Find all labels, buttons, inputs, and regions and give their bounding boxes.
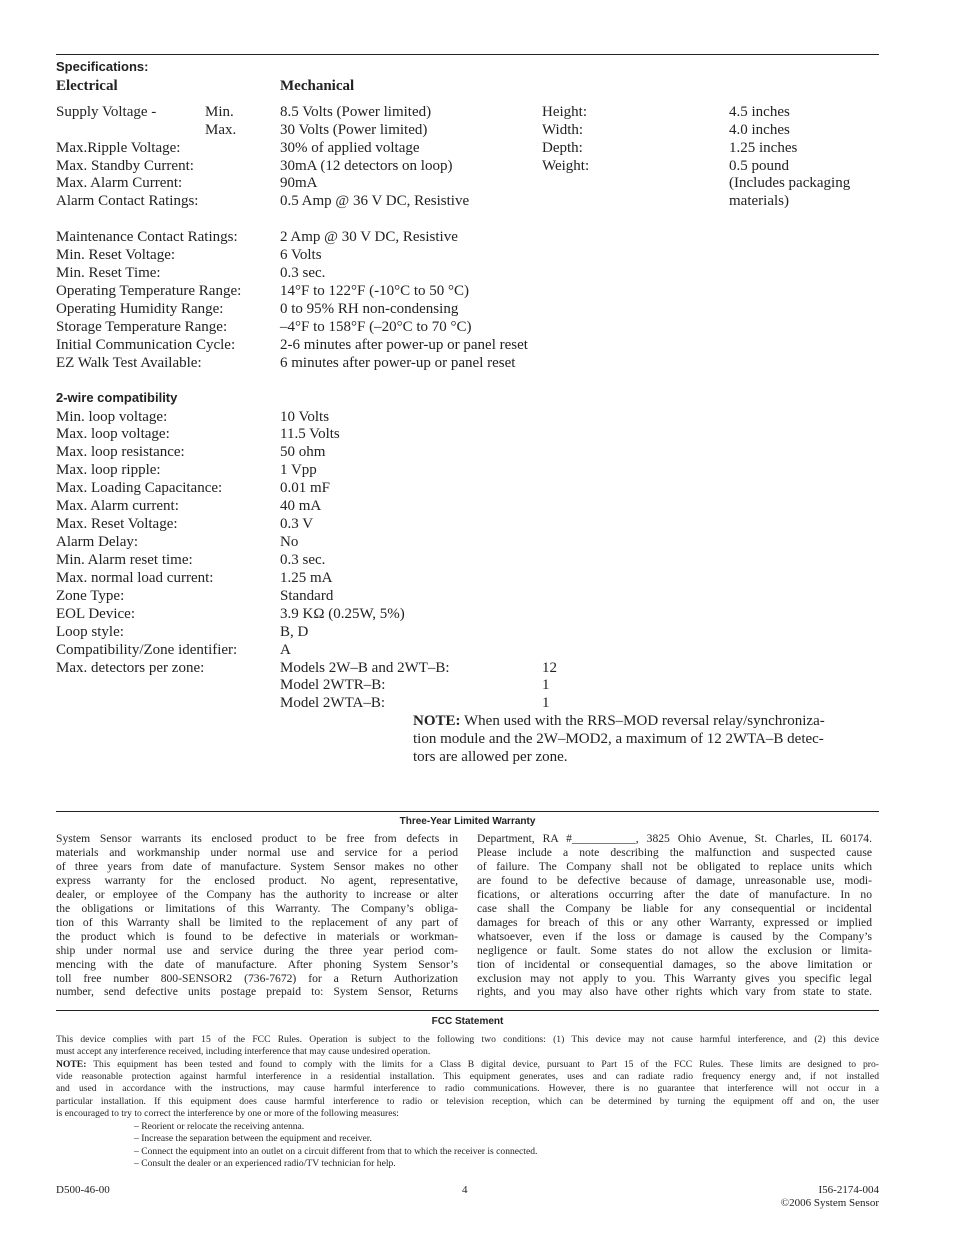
- fcc-title: FCC Statement: [431, 1016, 504, 1027]
- spec-label: Min. Alarm reset time:: [56, 552, 193, 568]
- spec-value: Standard: [280, 588, 334, 604]
- warranty-line: express warranty for the enclosed product. No agent, representative,: [56, 873, 458, 887]
- spec-label: Max.Ripple Voltage:: [56, 140, 181, 156]
- spec-label: Max. detectors per zone:: [56, 660, 205, 676]
- spec-value: Models 2W–B and 2WT–B:: [280, 660, 450, 676]
- mech-value: 4.0 inches: [729, 122, 790, 138]
- spec-label: Min. loop voltage:: [56, 409, 168, 425]
- warranty-line: the product which is found to be defective in materials or workman-: [56, 929, 458, 943]
- spec-value: 6 Volts: [280, 247, 322, 263]
- spec-label: Max. Standby Current:: [56, 158, 194, 174]
- spec-label: Zone Type:: [56, 588, 125, 604]
- warranty-line: System Sensor warrants its enclosed product to be free from defects in: [56, 832, 458, 845]
- spec-label: Loop style:: [56, 624, 124, 640]
- fcc-note-label: NOTE:: [56, 1058, 87, 1070]
- spec-sublabel: Min.: [205, 104, 234, 120]
- fcc-measures-list: [134, 1121, 537, 1170]
- warranty-line: of three years from date of manufacture. System Sensor makes no other: [56, 859, 458, 873]
- specifications-title: Specifications:: [56, 59, 149, 74]
- spec-value: 40 mA: [280, 498, 322, 514]
- note-text: tion module and the 2W–MOD2, a maximum of 12 2WTA–B detec-: [413, 731, 824, 747]
- warranty-line: dealer, or employee of the Company has the authority to increase or alter: [56, 887, 458, 901]
- fcc-measure-item: – Reorient or relocate the receiving antenna.: [134, 1121, 305, 1132]
- spec-value: A: [280, 642, 291, 658]
- footer-doc-number: D500-46-00: [56, 1184, 110, 1196]
- warranty-title: Three-Year Limited Warranty: [399, 816, 536, 827]
- warranty-line: of failure. The Company shall not be obligated to replace units which: [477, 859, 872, 873]
- mech-value: 4.5 inches: [729, 104, 790, 120]
- note-label: NOTE:: [413, 713, 461, 729]
- spec-value: 30% of applied voltage: [280, 140, 420, 156]
- warranty-line: are found to be defective because of damage, unreasonable use, modi-: [477, 873, 872, 887]
- note-text: When used with the RRS–MOD reversal relay/synchroniza-: [464, 713, 825, 729]
- spec-value: 6 minutes after power-up or panel reset: [280, 355, 516, 371]
- warranty-line: tion of this Warranty shall be limited to the replacement of any part of: [56, 915, 458, 929]
- fcc-line: vide reasonable protection against harmful interference in a residential installation. This equipment generates, uses and can radiate radio frequency energy and, if not installed: [56, 1071, 879, 1083]
- warranty-line: mencing with the date of manufacture. After phoning System Sensor’s: [56, 957, 458, 971]
- spec-value: 3.9 KΩ (0.25W, 5%): [280, 606, 405, 622]
- spec-value: 30mA (12 detectors on loop): [280, 158, 453, 174]
- fcc-rule: [56, 1010, 879, 1011]
- spec-value: 0.3 sec.: [280, 265, 326, 281]
- footer-doc-code: I56-2174-004: [818, 1184, 879, 1196]
- fcc-line: particular installation. If this equipment does cause harmful interference to radio or television reception, which can be determined by turning the equipment off and on, the user: [56, 1095, 879, 1107]
- spec-sublabel: Max.: [205, 122, 237, 138]
- spec-label: Max. Alarm Current:: [56, 175, 183, 191]
- fcc-measure-item: – Increase the separation between the equipment and receiver.: [134, 1133, 372, 1145]
- mech-value: (Includes packaging: [729, 175, 851, 191]
- spec-value: 90mA: [280, 175, 318, 191]
- spec-count: 1: [542, 677, 550, 693]
- spec-label: Maintenance Contact Ratings:: [56, 229, 238, 245]
- warranty-line: the obligations or limitations of this Warranty. The Company’s obliga-: [56, 901, 458, 915]
- spec-value: 0.01 mF: [280, 480, 331, 496]
- warranty-line: Please include a note describing the malfunction and suspected cause: [477, 845, 872, 859]
- two-wire-heading: 2-wire compatibility: [56, 390, 178, 405]
- warranty-left-column: [56, 832, 458, 999]
- spec-value: 2 Amp @ 30 V DC, Resistive: [280, 229, 458, 245]
- mech-value: materials): [729, 193, 789, 209]
- fcc-line: must accept any interference received, including interference that may cause undesired operation.: [56, 1046, 431, 1058]
- warranty-line: toll free number 800-SENSOR2 (736-7672) for a Return Authorization: [56, 971, 458, 985]
- spec-count: 1: [542, 695, 550, 711]
- warranty-line: ship under normal use and service during the three year period com-: [56, 943, 458, 957]
- warranty-line: Department, RA #___________, 3825 Ohio Avenue, St. Charles, IL 60174.: [477, 832, 872, 845]
- spec-label: EZ Walk Test Available:: [56, 355, 202, 371]
- mechanical-heading: Mechanical: [280, 78, 355, 94]
- footer-copyright: ©2006 System Sensor: [780, 1197, 879, 1209]
- spec-value: 0.3 V: [280, 516, 314, 532]
- fcc-note-text: This equipment has been tested and found to comply with the limits for a Class B digital device, pursuant to Part 15 of the FCC Rules. These limits are designed to pro-: [93, 1058, 879, 1070]
- spec-label: Max. Alarm current:: [56, 498, 179, 514]
- spec-value: 0.5 Amp @ 36 V DC, Resistive: [280, 193, 470, 209]
- mech-label: Width:: [542, 122, 584, 138]
- fcc-statement: [56, 1034, 879, 1120]
- spec-value: 50 ohm: [280, 444, 326, 460]
- mech-label: Weight:: [542, 158, 590, 174]
- warranty-line: whatsoever, even if the loss or damage is caused by the Company’s: [477, 929, 872, 943]
- warranty-line: case shall the Company be liable for any consequential or incidental: [477, 901, 872, 915]
- spec-label: Max. loop resistance:: [56, 444, 185, 460]
- spec-value: Model 2WTR–B:: [280, 677, 386, 693]
- mech-value: 1.25 inches: [729, 140, 798, 156]
- note-text: tors are allowed per zone.: [413, 749, 568, 765]
- warranty-line: damages for breach of this or any other Warranty, expressed or implied: [477, 915, 872, 929]
- spec-label: Max. Reset Voltage:: [56, 516, 178, 532]
- fcc-note-line: [56, 1059, 879, 1071]
- fcc-measure-item: – Connect the equipment into an outlet on a circuit different from that to which the receiver is connected.: [134, 1145, 538, 1157]
- warranty-rule: [56, 811, 879, 812]
- spec-value: 11.5 Volts: [280, 426, 340, 442]
- spec-label: Operating Temperature Range:: [56, 283, 242, 299]
- spec-label: Max. loop voltage:: [56, 426, 170, 442]
- footer-page-number: 4: [462, 1184, 468, 1196]
- fcc-line: and used in accordance with the instructions, may cause harmful interference to radio communications. However, there is no guarantee that interference will not occur in a: [56, 1083, 879, 1095]
- fcc-measure-item: – Consult the dealer or an experienced radio/TV technician for help.: [134, 1158, 396, 1170]
- mech-value: 0.5 pound: [729, 158, 789, 174]
- spec-label: Min. Reset Time:: [56, 265, 161, 281]
- spec-label: Max. loop ripple:: [56, 462, 161, 478]
- spec-value: –4°F to 158°F (–20°C to 70 °C): [280, 319, 472, 335]
- spec-label: EOL Device:: [56, 606, 135, 622]
- spec-label: Operating Humidity Range:: [56, 301, 224, 317]
- spec-label: Compatibility/Zone identifier:: [56, 642, 238, 658]
- electrical-heading: Electrical: [56, 78, 118, 94]
- warranty-line: exclusion may not apply to you. This Warranty gives you specific legal: [477, 971, 872, 985]
- warranty-line: tion of incidental or consequential damages, so the above limitation or: [477, 957, 872, 971]
- warranty-line: negligence or fault. Some states do not allow the exclusion or limita-: [477, 943, 872, 957]
- spec-label: Storage Temperature Range:: [56, 319, 228, 335]
- spec-label: Alarm Delay:: [56, 534, 139, 550]
- spec-value: 1.25 mA: [280, 570, 333, 586]
- spec-value: B, D: [280, 624, 309, 640]
- spec-value: 14°F to 122°F (-10°C to 50 °C): [280, 283, 470, 299]
- spec-value: 8.5 Volts (Power limited): [280, 104, 432, 120]
- spec-value: 0 to 95% RH non-condensing: [280, 301, 459, 317]
- top-rule: [56, 54, 879, 55]
- spec-value: Model 2WTA–B:: [280, 695, 386, 711]
- spec-value: 10 Volts: [280, 409, 330, 425]
- spec-value: 2-6 minutes after power-up or panel reset: [280, 337, 528, 353]
- spec-value: 1 Vpp: [280, 462, 317, 478]
- spec-value: No: [280, 534, 299, 550]
- spec-label: Initial Communication Cycle:: [56, 337, 236, 353]
- mech-label: Depth:: [542, 140, 583, 156]
- spec-label: Max. Loading Capacitance:: [56, 480, 223, 496]
- fcc-line: is encouraged to try to correct the interference by one or more of the following measures:: [56, 1108, 399, 1120]
- fcc-line: This device complies with part 15 of the FCC Rules. Operation is subject to the following two conditions: (1) This device may not cause harmful interference, and (2) this device: [56, 1034, 879, 1045]
- warranty-line: fications, or alterations occurring after the date of manufacture. In no: [477, 887, 872, 901]
- spec-value: 0.3 sec.: [280, 552, 326, 568]
- spec-count: 12: [542, 660, 557, 676]
- warranty-line: materials and workmanship under normal use and service for a period: [56, 845, 458, 859]
- spec-value: 30 Volts (Power limited): [280, 122, 428, 138]
- spec-label: Alarm Contact Ratings:: [56, 193, 199, 209]
- mech-label: Height:: [542, 104, 587, 120]
- warranty-right-column: [477, 832, 872, 999]
- warranty-line: number, send defective units postage prepaid to: System Sensor, Returns: [56, 985, 458, 999]
- spec-label: Min. Reset Voltage:: [56, 247, 176, 263]
- warranty-line: rights, and you may also have other rights which vary from state to state.: [477, 985, 872, 999]
- spec-label: Max. normal load current:: [56, 570, 214, 586]
- spec-label: Supply Voltage -: [56, 104, 157, 120]
